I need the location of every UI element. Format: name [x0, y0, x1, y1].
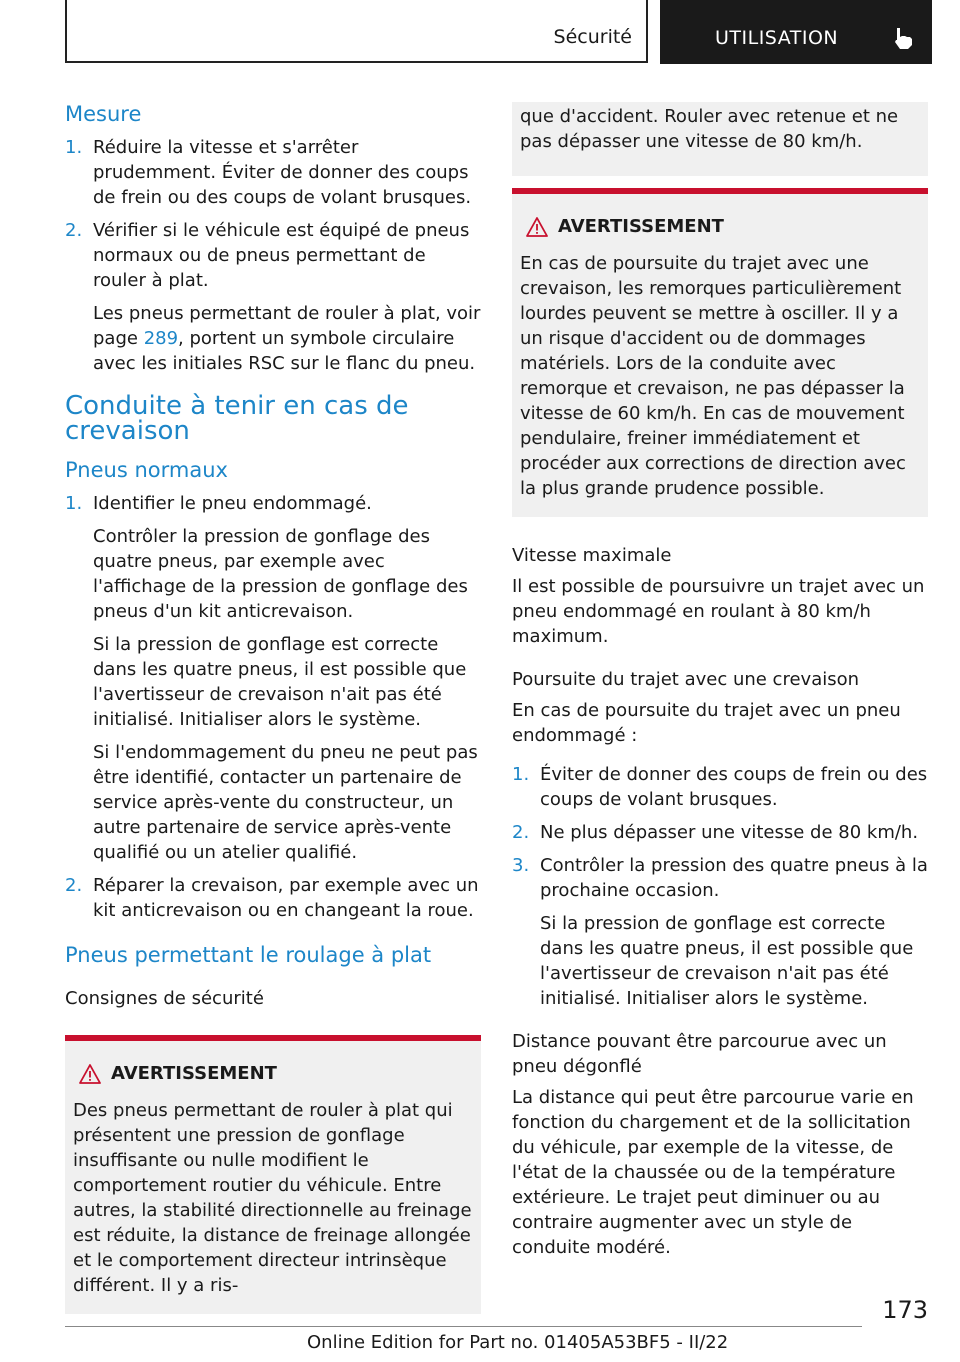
list-item: 1. Éviter de donner des coups de frein ou des coups de volant brusques. [512, 764, 928, 810]
heading-crevaison: Conduite à tenir en cas de crevaison [65, 391, 409, 446]
left-column [65, 96, 481, 1314]
heading-poursuite: Poursuite du trajet avec une crevaison [512, 669, 860, 690]
footer-divider [65, 1326, 862, 1327]
warning-text: que d'accident. Rouler avec retenue et ne pas dépasser une vitesse de 80 km/h. [520, 106, 899, 152]
warning-triangle-icon [79, 1064, 101, 1084]
list-item: 2. Vérifier si le véhicule est équipé de pneus normaux ou de pneus permettant de rouler à plat. Les pneus permettant de rouler à plat, voir page 289, portent un symbole circulaire avec les initiales RSC sur le flanc du pneu. [65, 220, 481, 374]
edition-text: Online Edition for Part no. 01405A53BF5 - II/22 [307, 1332, 729, 1353]
paragraph: La distance qui peut être parcourue varie en fonction du chargement et de la sollicitation du véhicule, par exemple de la vitesse, de l'état de la chaussée ou de la température extérieure. Le trajet peut diminuer ou au contraire augmenter avec un style de conduite modéré. [512, 1087, 914, 1258]
section-label: Sécurité [553, 26, 632, 48]
right-column [512, 102, 928, 1268]
pointing-hand-icon [892, 26, 914, 50]
warning-triangle-icon [526, 217, 548, 237]
normaux-list [65, 491, 481, 923]
warning-text: En cas de poursuite du trajet avec une crevaison, les remorques particulièrement lourdes peuvent se mettre à osciller. Il y a un risque d'accident ou de dommages matériels. Lors de la conduite avec remorque et crevaison, ne pas dépasser la vitesse de 60 km/h. En cas de mouvement pendulaire, freiner immédiatement et procéder aux corrections de direction avec la plus grande prudence possible. [520, 253, 906, 499]
heading-distance: Distance pouvant être parcourue avec un pneu dégonflé [512, 1031, 887, 1077]
warning-title: AVERTISSEMENT [111, 1063, 277, 1084]
paragraph: Il est possible de poursuivre un trajet avec un pneu endommagé en roulant à 80 km/h maximum. [512, 576, 925, 647]
list-item: 1. Réduire la vitesse et s'arrêter prudemment. Éviter de donner des coups de frein ou des coups de volant brusques. [65, 137, 472, 208]
heading-pneus-normaux: Pneus normaux [65, 458, 228, 482]
paragraph: En cas de poursuite du trajet avec un pneu endommagé : [512, 700, 901, 746]
list-item: 3. Contrôler la pression des quatre pneus à la prochaine occasion. Si la pression de gonflage est correcte dans les quatre pneus, il est possible que l'avertisseur de crevaison n'ait pas été initialisé. Initialiser alors le système. [512, 855, 928, 1009]
warning-box-continued [512, 102, 928, 176]
chapter-tab [660, 0, 932, 64]
chapter-label: UTILISATION [715, 27, 839, 49]
page-header [65, 0, 932, 64]
list-item: 1. Identifier le pneu endommagé. Contrôler la pression de gonflage des quatre pneus, par exemple avec l'affichage de la pression de gonflage des pneus d'un kit anticrevaison. Si la pression de gonflage est correcte dans les quatre pneus, il est possible que l'avertisseur de crevaison n'ait pas été initialisé. Initialiser alors le système. Si l'endommagement du pneu ne peut pas être identifié, contacter un partenaire de service après-vente du constructeur, un autre partenaire de service après-vente qualifié ou un atelier qualifié. [65, 493, 478, 863]
heading-mesure: Mesure [65, 102, 142, 126]
warning-box [65, 1035, 481, 1314]
poursuite-list [512, 762, 928, 1011]
warning-title: AVERTISSEMENT [558, 216, 724, 237]
list-item: 2. Ne plus dépasser une vitesse de 80 km/h. [512, 822, 919, 843]
section-tab [65, 0, 648, 63]
heading-vitesse-max: Vitesse maximale [512, 545, 672, 566]
page-link-289[interactable]: 289 [143, 328, 179, 349]
heading-consignes: Consignes de sécurité [65, 988, 264, 1009]
warning-text: Des pneus permettant de rouler à plat qui présentent une pression de gonflage insuffisante ou nulle modifient le comportement routier du véhicule. Entre autres, la stabilité directionnelle au freinage est réduite, la distance de freinage allongée et le comportement directeur intrinsèque différent. Il y a ris- [73, 1100, 472, 1296]
mesure-list [65, 135, 481, 376]
page-number: 173 [882, 1296, 928, 1324]
list-item: 2. Réparer la crevaison, par exemple avec un kit anticrevaison ou en changeant la roue. [65, 875, 479, 921]
warning-box [512, 188, 928, 517]
heading-roulage-plat: Pneus permettant le roulage à plat [65, 943, 432, 967]
